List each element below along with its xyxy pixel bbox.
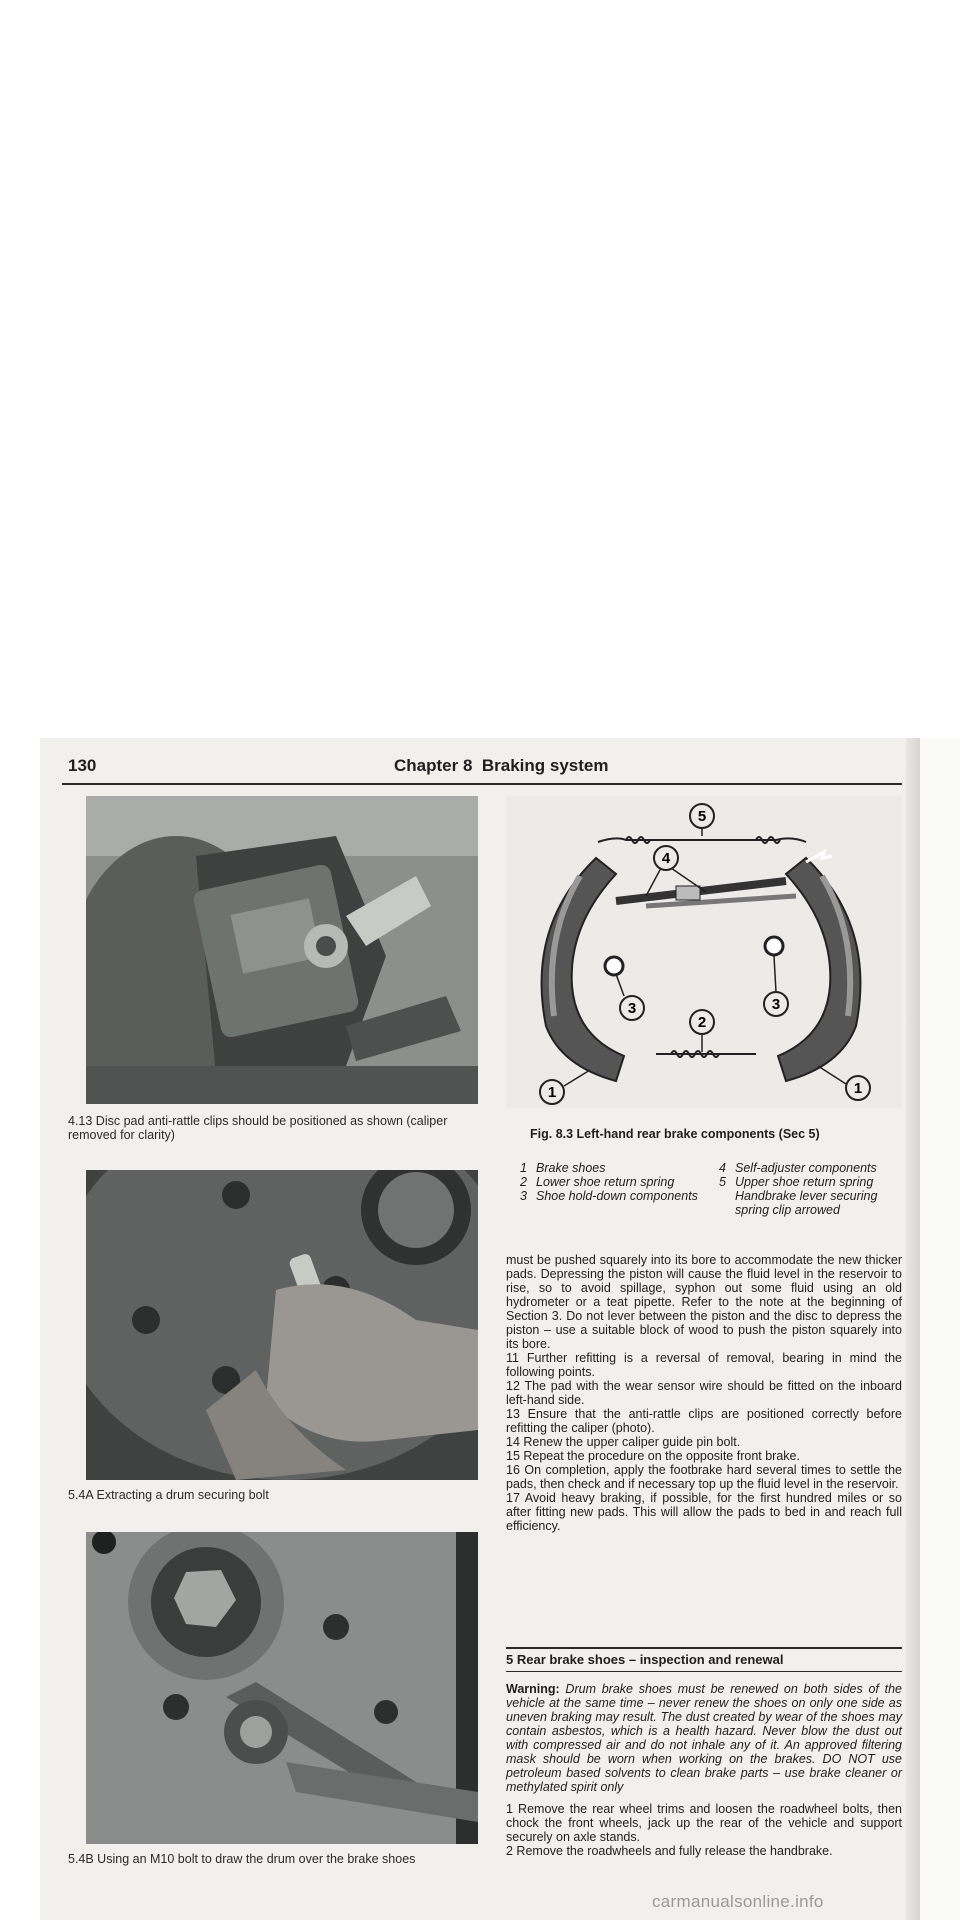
warning-label: Warning: bbox=[506, 1682, 560, 1696]
header-rule bbox=[62, 783, 902, 785]
callout-2-label: 2 bbox=[697, 1014, 707, 1031]
paragraph: 11 Further refitting is a reversal of removal, bearing in mind the following points. bbox=[506, 1351, 902, 1379]
section-rule bbox=[506, 1647, 902, 1649]
warning-text: Drum brake shoes must be renewed on both sides of the vehicle at the same time – never renew the shoes on only one side as uneven braking may result. The dust created by wear of the shoes may contain asbestos, which is a health hazard. Never blow the dust out with compressed air and do not inhale any of it. An approved filtering mask should be worn when working on the brakes. DO NOT use petroleum based solvents to clean brake parts – use brake cleaner or methylated spirit only bbox=[506, 1682, 902, 1794]
callout-3-right-label: 3 bbox=[771, 996, 781, 1013]
legend-item: 2 Lower shoe return spring bbox=[520, 1175, 675, 1189]
page-header bbox=[62, 754, 902, 784]
photo-disc-pad-clips bbox=[86, 796, 478, 1104]
callout-5-label: 5 bbox=[697, 808, 707, 825]
paragraph: 12 The pad with the wear sensor wire should be fitted on the inboard left-hand side. bbox=[506, 1379, 902, 1407]
section-rule-thin bbox=[506, 1671, 902, 1672]
page-number: 130 bbox=[68, 756, 97, 775]
legend-item: 4 Self-adjuster components bbox=[719, 1161, 877, 1175]
figure-title: Fig. 8.3 Left-hand rear brake components (Sec 5) bbox=[530, 1127, 820, 1141]
callout-1-right-label: 1 bbox=[853, 1080, 863, 1097]
legend-item: 5 Upper shoe return spring Handbrake lever securing spring clip arrowed bbox=[719, 1175, 878, 1217]
paragraph: must be pushed squarely into its bore to accommodate the new thicker pads. Depressing the piston will cause the fluid level in the reservoir to rise, so to avoid spillage, syphon out some fluid using an old hydrometer or a teat pipette. Refer to the note at the beginning of Section 3. Do not lever between the piston and the disc to depress the piston – use a suitable block of wood to push the piston squarely into its bore. bbox=[506, 1253, 902, 1351]
photo-caption-5-4b: 5.4B Using an M10 bolt to draw the drum over the brake shoes bbox=[68, 1852, 416, 1866]
paragraph: 16 On completion, apply the footbrake hard several times to settle the pads, then check and if necessary top up the fluid level in the reservoir. bbox=[506, 1463, 902, 1491]
photo-drum-bolt-extraction bbox=[86, 1170, 478, 1480]
photo-caption-5-4a: 5.4A Extracting a drum securing bolt bbox=[68, 1488, 269, 1502]
callout-3-left-label: 3 bbox=[627, 1000, 637, 1017]
legend-item: 1 Brake shoes bbox=[520, 1161, 606, 1175]
section-steps bbox=[506, 1802, 902, 1858]
callout-4-label: 4 bbox=[661, 850, 671, 867]
chapter-title: Chapter 8 Braking system bbox=[394, 756, 609, 775]
paragraph: 15 Repeat the procedure on the opposite front brake. bbox=[506, 1449, 800, 1463]
step: 2 Remove the roadwheels and fully release the handbrake. bbox=[506, 1844, 833, 1858]
step: 1 Remove the rear wheel trims and loosen the roadwheel bolts, then chock the front wheels, jack up the rear of the vehicle and support securely on axle stands. bbox=[506, 1802, 902, 1844]
body-text bbox=[506, 1253, 902, 1533]
paragraph: 14 Renew the upper caliper guide pin bolt. bbox=[506, 1435, 741, 1449]
section-title: 5 Rear brake shoes – inspection and renewal bbox=[506, 1652, 784, 1667]
page-shadow bbox=[906, 738, 920, 1920]
blank-top-area bbox=[0, 0, 960, 738]
watermark: carmanualsonline.info bbox=[652, 1892, 824, 1911]
figure-rear-brake-components bbox=[506, 796, 902, 1108]
paragraph: 17 Avoid heavy braking, if possible, for the first hundred miles or so after fitting new pads. This will allow the pads to bed in and reach full efficiency. bbox=[506, 1491, 902, 1533]
paragraph: 13 Ensure that the anti-rattle clips are positioned correctly before refitting the caliper (photo). bbox=[506, 1407, 902, 1435]
photo-m10-bolt-drum bbox=[86, 1532, 478, 1844]
warning-block bbox=[506, 1682, 902, 1794]
callout-1-left-label: 1 bbox=[547, 1084, 557, 1101]
photo-caption-4-13: 4.13 Disc pad anti-rattle clips should be positioned as shown (caliper removed for clarity) bbox=[68, 1114, 448, 1142]
page-margin-edge bbox=[920, 738, 960, 1920]
legend-item: 3 Shoe hold-down components bbox=[520, 1189, 698, 1203]
